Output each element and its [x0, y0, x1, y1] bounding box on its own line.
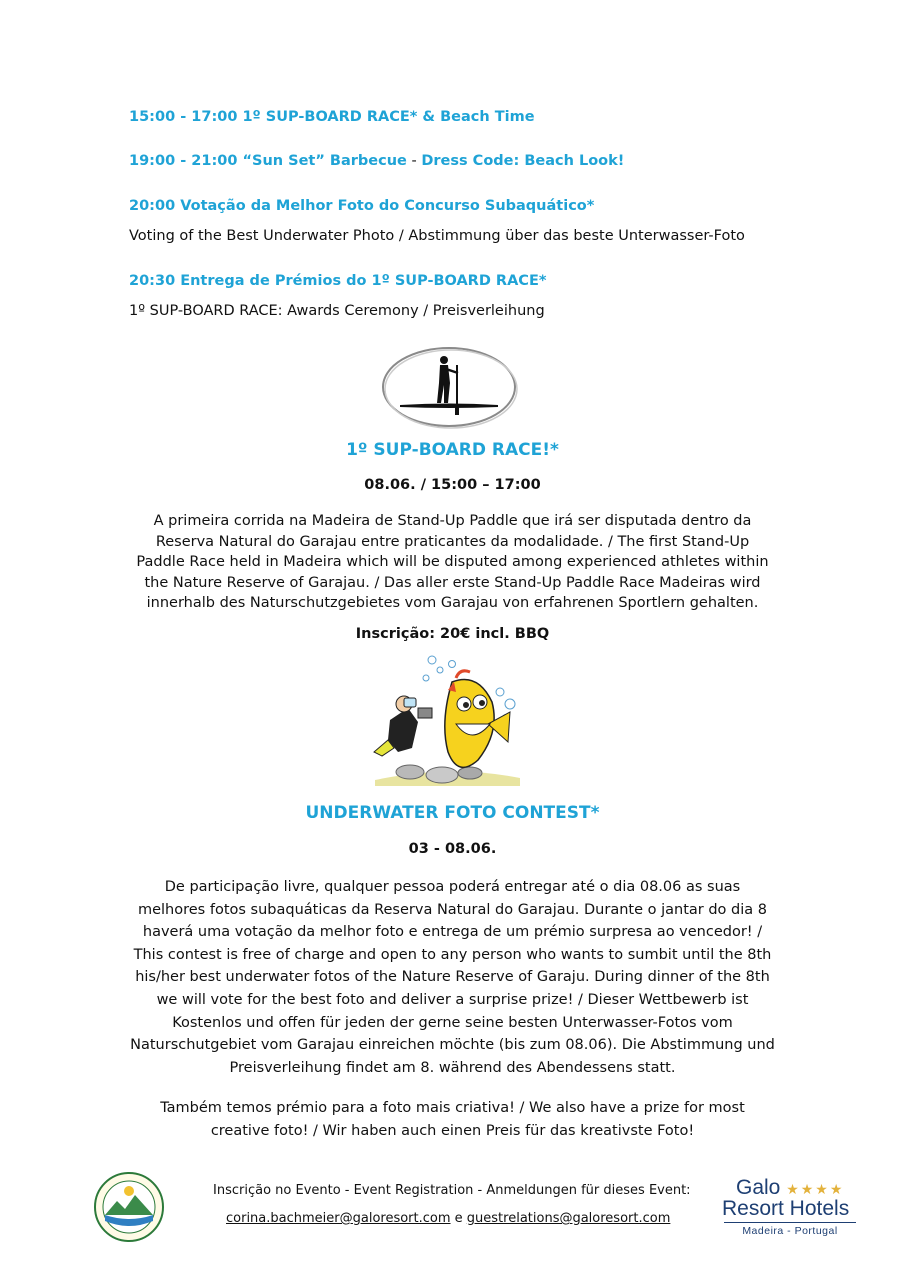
- foto-contest-line: Preisverleihung findet am 8. während des Abendessens statt.: [229, 1059, 676, 1076]
- foto-contest-line: haverá uma votação da melhor foto e entrega de um prémio surpresa ao vencedor! /: [142, 924, 763, 941]
- dress-code: Dress Code: Beach Look!: [421, 153, 625, 169]
- brand-subtitle: Resort Hotels: [722, 1197, 850, 1220]
- parque-natural-logo: [93, 1171, 165, 1243]
- foto-contest-title: UNDERWATER FOTO CONTEST*: [305, 803, 600, 823]
- foto-contest-line: melhores fotos subaquáticas da Reserva Natural do Garajau. Durante o jantar do dia 8: [137, 901, 767, 918]
- schedule-item-3-subtitle: Voting of the Best Underwater Photo / Abstimmung über das beste Unterwasser-Foto: [129, 228, 745, 244]
- foto-contest-date: 03 - 08.06.: [408, 841, 497, 857]
- schedule-item-4-title: 20:30 Entrega de Prémios do 1º SUP-BOARD RACE*: [129, 273, 547, 289]
- schedule-item-4-subtitle: 1º SUP-BOARD RACE: Awards Ceremony / Preisverleihung: [129, 303, 545, 319]
- sup-race-line: the Nature Reserve of Garajau. / Das aller erste Stand-Up Paddle Race Madeiras wird: [144, 574, 761, 591]
- event-registration-text: Inscrição no Evento - Event Registration - Anmeldungen für dieses Event:: [213, 1183, 691, 1198]
- email-link-corina[interactable]: corina.bachmeier@galoresort.com: [226, 1211, 451, 1226]
- galo-resort-logo: [720, 1176, 865, 1240]
- foto-contest-line: Naturschutgebiet vom Garajau einreichen möchte (bis zum 08.06). Die Abstimmung und: [130, 1037, 775, 1054]
- schedule-item-3-title: 20:00 Votação da Melhor Foto do Concurso Subaquático*: [129, 198, 595, 214]
- foto-contest-line: his/her best underwater fotos of the Nature Reserve of Garaju. During dinner of the 8th: [135, 969, 770, 986]
- foto-contest-prize: [100, 1097, 805, 1142]
- foto-contest-line: This contest is free of charge and open to any person who wants to sumbit until the 8th: [133, 946, 772, 963]
- contact-emails: [226, 1211, 670, 1226]
- schedule-item-1: 15:00 - 17:00 1º SUP-BOARD RACE* & Beach Time: [129, 109, 535, 125]
- brand-name: Galo: [736, 1176, 781, 1199]
- sup-race-line: innerhalb des Naturschutzgebietes vom Garajau von erfahrenen Sportlern gehalten.: [146, 595, 759, 611]
- brand-divider: [724, 1222, 856, 1223]
- schedule-item-2-title: 19:00 - 21:00 “Sun Set” Barbecue: [129, 153, 407, 169]
- foto-contest-line: De participação livre, qualquer pessoa poderá entregar até o dia 08.06 as suas: [164, 879, 741, 895]
- sup-race-title: 1º SUP-BOARD RACE!*: [346, 440, 559, 460]
- sup-race-date: 08.06. / 15:00 – 17:00: [364, 477, 541, 493]
- sup-race-line: A primeira corrida na Madeira de Stand-Up Paddle que irá ser disputada dentro da: [153, 513, 752, 529]
- brand-location: Madeira - Portugal: [742, 1225, 838, 1237]
- foto-contest-line: we will vote for the best foto and deliver a surprise prize! / Dieser Wettbewerb ist: [156, 991, 749, 1008]
- schedule-item-2-separator: -: [406, 153, 422, 169]
- foto-contest-description: [100, 876, 805, 1079]
- email-joiner: e: [450, 1211, 467, 1226]
- email-link-guestrelations[interactable]: guestrelations@galoresort.com: [466, 1211, 671, 1226]
- prize-line: Também temos prémio para a foto mais criativa! / We also have a prize for most: [160, 1100, 745, 1116]
- sup-race-line: Paddle Race held in Madeira which will be disputed among experienced athletes within: [136, 554, 769, 570]
- star-rating-icon: ★★★★: [786, 1181, 845, 1197]
- sup-race-registration: Inscrição: 20€ incl. BBQ: [355, 626, 550, 642]
- sup-paddler-image: [380, 345, 518, 429]
- foto-contest-line: Kostenlos und offen für jeden der gerne seine besten Unterwasser-Fotos vom: [172, 1014, 733, 1031]
- prize-line: creative foto! / Wir haben auch einen Preis für das kreativste Foto!: [210, 1122, 695, 1139]
- schedule-item-2: [129, 153, 624, 169]
- sup-race-line: Reserva Natural do Garajau entre praticantes da modalidade. / The first Stand-Up: [155, 533, 750, 550]
- diver-fish-cartoon: [360, 652, 540, 792]
- sup-race-description: [100, 511, 805, 614]
